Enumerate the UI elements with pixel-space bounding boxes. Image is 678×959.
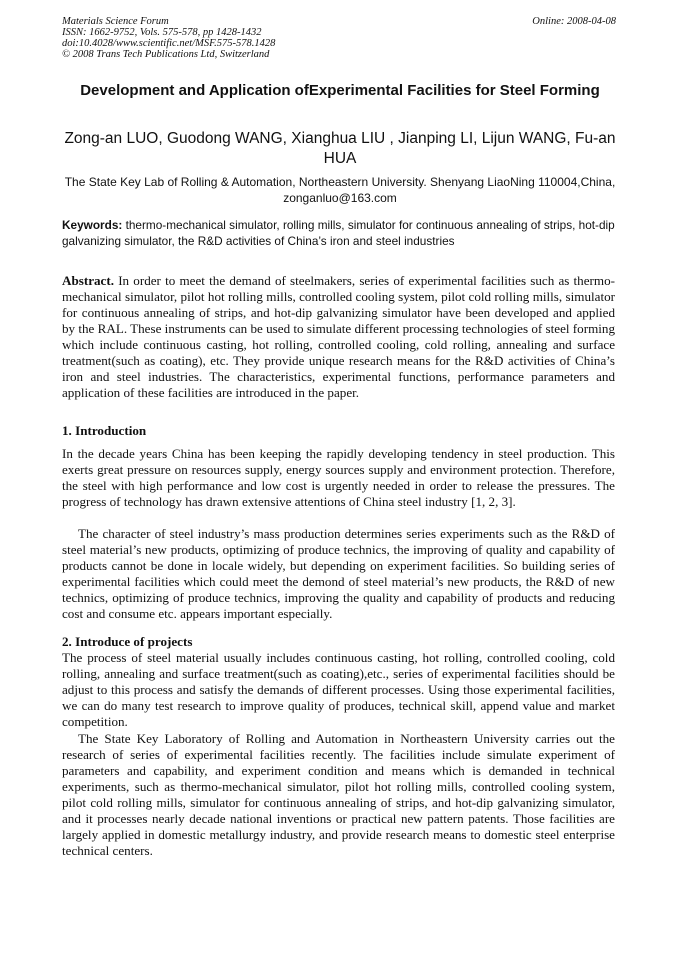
abstract-label: Abstract. bbox=[62, 273, 114, 288]
doi-line: doi:10.4028/www.scientific.net/MSF.575-578.1428 bbox=[62, 38, 276, 49]
online-date: Online: 2008-04-08 bbox=[532, 16, 616, 27]
section-heading-introduction: 1. Introduction bbox=[62, 423, 147, 438]
keywords-text: thermo-mechanical simulator, rolling mills, simulator for continuous annealing of strips, hot-dip galvanizing simulator, the R&D activities of China’s iron and steel industries bbox=[62, 218, 615, 248]
projects-paragraph-1: The process of steel material usually includes continuous casting, hot rolling, controlled cooling, cold rolling, annealing and surface treatment(such as coating),etc., series of experimental facilities should be adjust to this process and satisfy the demands of different processes. Using those experimental facilities, we can do many test research to improve quality of produces, technical skill, append value and market competition. bbox=[62, 650, 615, 729]
abstract-text: In order to meet the demand of steelmakers, series of experimental facilities such as thermo-mechanical simulator, pilot hot rolling mills, controlled cooling system, pilot cold rolling mills, simulator for continuous annealing of strips, and hot-dip galvanizing simulator have been developed and applied by the RAL. These instruments can be used to simulate different processing technologies of steel forming which include continuous casting, hot rolling, controlled cooling, cold rolling, annealing and surface treatment(such as coating), etc. They provide unique research means for the R&D activities of China’s iron and steel industries. The characteristics, experimental functions, performance parameters and application of these facilities are introduced in the paper. bbox=[62, 273, 615, 400]
projects-paragraph-2: The State Key Laboratory of Rolling and Automation in Northeastern University carries out the research of series of experimental facilities recently. The facilities include simulate experiment of parameters and capability, and experiment condition and means which is demanded in technical experiments, such as thermo-mechanical simulator, pilot hot rolling mills, controlled cooling system, pilot cold rolling mills, simulator for continuous annealing of strips, and hot-dip galvanizing simulator, and it processes nearly decade national inventions or practical new pattern patents. Those facilities are largely applied in domestic metallurgy industry, and provide research means to domestic steel enterprise technical centers. bbox=[62, 731, 615, 858]
section-heading-projects: 2. Introduce of projects bbox=[62, 634, 193, 649]
author-list: Zong-an LUO, Guodong WANG, Xianghua LIU , Jianping LI, Lijun WANG, Fu-an HUA bbox=[64, 130, 616, 167]
keywords bbox=[62, 217, 618, 249]
intro-paragraph-2: The character of steel industry’s mass production determines series experiments such as the R&D of steel material’s new products, optimizing of produce technics, the improving of quality and capability of products cannot be done in locale widely, but depending on experiment facilities. So building series of experimental facilities which could meet the demond of steel material’s new products, the R&D of new technics, optimizing of produce technics, improving the quality and capability of products and reducing cost and consume etc. appears important especially. bbox=[62, 526, 615, 621]
abstract bbox=[62, 273, 615, 401]
journal-name: Materials Science Forum bbox=[62, 16, 169, 27]
issn-line: ISSN: 1662-9752, Vols. 575-578, pp 1428-1432 bbox=[62, 27, 262, 38]
affiliation: The State Key Lab of Rolling & Automation, Northeastern University. Shenyang LiaoNing 110004,China, zonganluo@163.com bbox=[64, 175, 616, 205]
journal-header bbox=[62, 16, 616, 60]
intro-paragraph-1: In the decade years China has been keeping the rapidly developing tendency in steel production. This exerts great pressure on resources supply, energy sources supply and environment protection. Therefore, the steel with high performance and low cost is urgently needed in order to release the pressures. The progress of technology has drawn extensive attentions of China steel industry [1, 2, 3]. bbox=[62, 446, 615, 509]
paper-title: Development and Application ofExperimental Facilities for Steel Forming bbox=[80, 82, 600, 99]
copyright-line: © 2008 Trans Tech Publications Ltd, Switzerland bbox=[62, 49, 270, 60]
keywords-label: Keywords: bbox=[62, 218, 123, 232]
